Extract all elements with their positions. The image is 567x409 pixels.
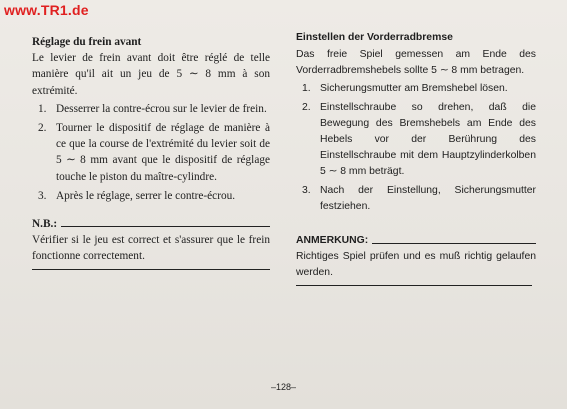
german-note-text: Richtiges Spiel prüfen und es muß richtig gelaufen werden. xyxy=(296,251,536,278)
step-text: Sicherungsmutter am Bremshebel lösen. xyxy=(320,83,508,94)
note-rule xyxy=(372,243,536,244)
step-text: Après le réglage, serrer le contre-écrou. xyxy=(56,189,236,202)
step-number: 2. xyxy=(38,122,47,135)
step-number: 2. xyxy=(302,102,311,113)
step-number: 1. xyxy=(38,102,47,115)
german-step xyxy=(296,81,536,97)
french-steps xyxy=(32,101,270,204)
french-note-text: Vérifier si le jeu est correct et s'assurer que le frein fonctionne correctement. xyxy=(32,234,270,263)
french-heading: Réglage du frein avant xyxy=(32,36,142,48)
german-step xyxy=(296,100,536,180)
step-text: Tourner le dispositif de réglage de manière à ce que la course de l'extrémité du levier soit de 5 ∼ 8 mm avant que le dispositif de réglage touche le piston du maître-cylindre. xyxy=(56,122,270,183)
step-number: 3. xyxy=(302,185,311,196)
note-end-rule xyxy=(32,269,270,270)
note-end-rule xyxy=(296,285,532,286)
german-steps xyxy=(296,81,536,215)
step-text: Einstellschraube so drehen, daß die Bewegung des Bremshebels am Ende des Hebels vor der Berührung des Einstellschraube mit dem Hauptzylinderkolben 5 ∼ 8 mm beträgt. xyxy=(320,102,536,177)
french-intro: Le levier de frein avant doit être réglé de telle manière qu'il ait un jeu de 5 ∼ 8 mm à son extrémité. xyxy=(32,52,270,97)
page-number: –128– xyxy=(270,382,297,392)
german-heading: Einstellen der Vorderradbremse xyxy=(296,32,453,43)
french-step xyxy=(32,101,270,117)
french-note-header xyxy=(32,216,270,232)
german-intro: Das freie Spiel gemessen am Ende des Vorderradbremshebels sollte 5 ∼ 8 mm betragen. xyxy=(296,49,536,76)
german-column xyxy=(296,30,536,286)
french-step xyxy=(32,120,270,185)
note-rule xyxy=(61,226,270,227)
german-note-header xyxy=(296,233,536,249)
german-step xyxy=(296,183,536,215)
french-step xyxy=(32,188,270,204)
french-column xyxy=(32,34,270,270)
german-note-label: ANMERKUNG: xyxy=(296,235,369,246)
site-watermark: www.TR1.de xyxy=(4,2,89,18)
step-text: Desserrer la contre-écrou sur le levier de frein. xyxy=(56,102,267,115)
step-text: Nach der Einstellung, Sicherungsmutter festziehen. xyxy=(320,185,536,212)
french-note-label: N.B.: xyxy=(32,218,58,231)
step-number: 3. xyxy=(38,189,47,202)
step-number: 1. xyxy=(302,83,311,94)
